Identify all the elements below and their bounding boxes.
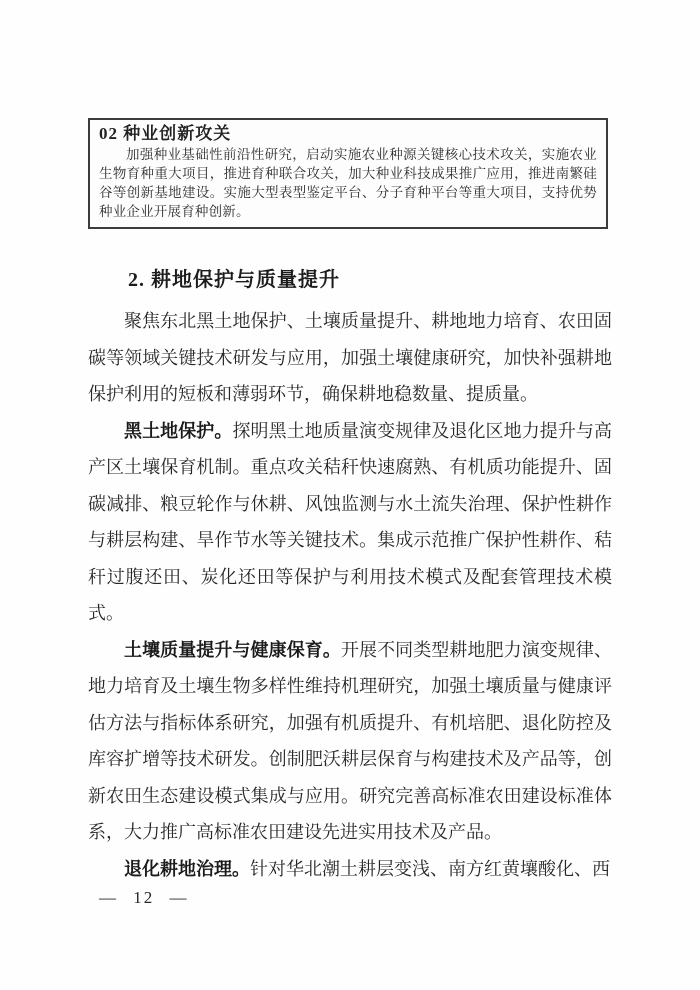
paragraph-soil-quality <box>88 632 612 851</box>
paragraph-degraded-farmland-text: 针对华北潮土耕层变浅、南方红黄壤酸化、西 <box>250 858 610 879</box>
paragraph-degraded-farmland <box>88 851 612 888</box>
paragraph-overview <box>88 303 612 413</box>
callout-box-body: 加强种业基础性前沿性研究，启动实施农业种源关键核心技术攻关，实施农业生物育种重大项目，推进育种联合攻关，加大种业科技成果推广应用，推进南繁硅谷等创新基地建设。实施大型表型鉴定平台、分子育种平台等重大项目，支持优势种业企业开展育种创新。 <box>99 147 597 219</box>
page-number: — 12 — <box>99 888 189 907</box>
paragraph-overview-text: 聚焦东北黑土地保护、土壤质量提升、耕地地力培育、农田固碳等领域关键技术研发与应用，加强土壤健康研究，加快补强耕地保护利用的短板和薄弱环节，确保耕地稳数量、提质量。 <box>88 311 612 404</box>
paragraph-degraded-farmland-lead: 退化耕地治理。 <box>124 858 250 879</box>
page-number-footer <box>99 888 189 908</box>
section-heading: 2. 耕地保护与质量提升 <box>128 269 340 291</box>
paragraph-soil-quality-text: 开展不同类型耕地肥力演变规律、地力培育及土壤生物多样性维持机理研究，加强土壤质量与健康评估方法与指标体系研究，加强有机质提升、有机培肥、退化防控及库容扩增等技术研发。创制肥沃耕层保育与构建技术及产品等，创新农田生态建设模式集成与应用。研究完善高标准农田建设标准体系，大力推广高标准农田建设先进实用技术及产品。 <box>88 639 612 842</box>
paragraph-black-soil-lead: 黑土地保护。 <box>124 420 233 441</box>
paragraph-soil-quality-lead: 土壤质量提升与健康保育。 <box>124 639 341 660</box>
paragraph-black-soil-protection <box>88 413 612 632</box>
paragraph-black-soil-text: 探明黑土地质量演变规律及退化区地力提升与高产区土壤保育机制。重点攻关秸秆快速腐熟、有机质功能提升、固碳减排、粮豆轮作与休耕、风蚀监测与水土流失治理、保护性耕作与耕层构建、旱作节水等关键技术。集成示范推广保护性耕作、秸秆过腹还田、炭化还田等保护与利用技术模式及配套管理技术模式。 <box>88 420 613 623</box>
section-body <box>88 303 612 887</box>
callout-box-title: 02 种业创新攻关 <box>99 124 232 143</box>
callout-box-seed-innovation <box>88 118 608 229</box>
